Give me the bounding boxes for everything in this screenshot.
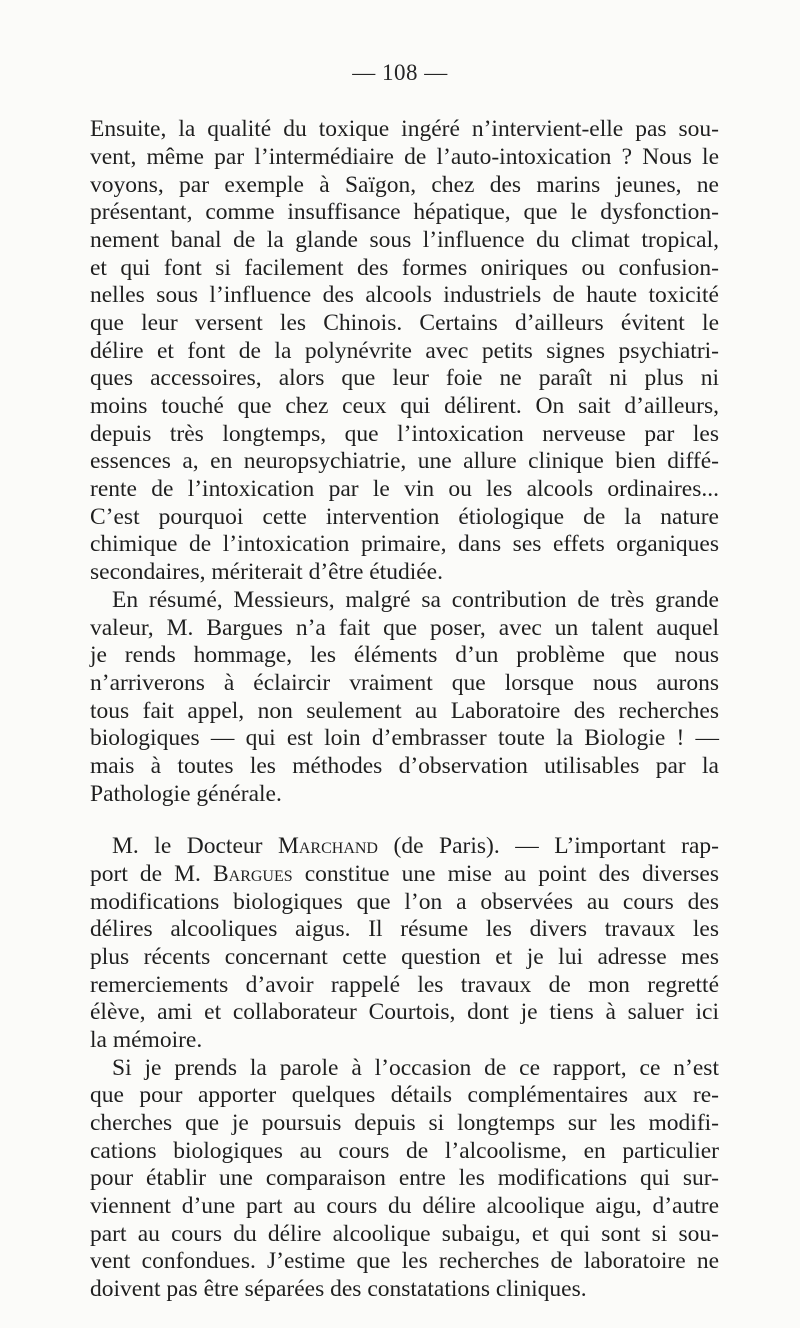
text-line: En résumé, Messieurs, malgré sa contribution de très grande: [112, 587, 719, 613]
text-line: n’arriverons à éclaircir vraiment que lorsque nous aurons: [90, 670, 719, 696]
text-line: biologiques — qui est loin d’embrasser toute la Biologie ! —: [90, 725, 719, 751]
text-line: ques accessoires, alors que leur foie ne paraît ni plus ni: [90, 365, 719, 391]
text-line: valeur, M. Bargues n’a fait que poser, avec un talent auquel: [90, 615, 719, 641]
text-line: présentant, comme insuffisance hépatique, que le dysfonction-: [90, 199, 719, 225]
text-line: nement banal de la glande sous l’influence du climat tropical,: [90, 227, 719, 253]
text-line: [112, 832, 719, 860]
text-line: remerciements d’avoir rappelé les travaux de mon regretté: [90, 972, 719, 998]
text-line: élève, ami et collaborateur Courtois, dont je tiens à saluer ici: [90, 999, 719, 1025]
text-line: moins touché que chez ceux qui délirent. On sait d’ailleurs,: [90, 393, 719, 419]
text-line: vent, même par l’intermédiaire de l’auto-intoxication ? Nous le: [90, 144, 719, 170]
text-line: nelles sous l’influence des alcools industriels de haute toxicité: [90, 282, 719, 308]
text-line: je rends hommage, les éléments d’un problème que nous: [90, 642, 719, 668]
speaker-name: Marchand: [277, 833, 378, 859]
text-line: plus récents concernant cette question et je lui adresse mes: [90, 944, 719, 970]
text-line: modifications biologiques que l’on a observées au cours des: [90, 889, 719, 915]
text-line: vent confondues. J’estime que les recherches de laboratoire ne: [90, 1248, 719, 1274]
text-line: C’est pourquoi cette intervention étiologique de la nature: [90, 504, 719, 530]
text-line: rente de l’intoxication par le vin ou les alcools ordinaires...: [90, 476, 719, 502]
text-line: cations biologiques au cours de l’alcoolisme, en particulier: [90, 1138, 719, 1164]
text-line: Pathologie générale.: [90, 781, 282, 807]
text-line: [90, 860, 719, 888]
text-line: et qui font si facilement des formes oniriques ou confusion-: [90, 255, 719, 281]
text-line: cherches que je poursuis depuis si longtemps sur les modifi-: [90, 1110, 719, 1136]
page-number: — 108 —: [352, 60, 448, 85]
text-line: part au cours du délire alcoolique subaigu, et qui sont si sou-: [90, 1221, 719, 1247]
text-line: depuis très longtemps, que l’intoxication nerveuse par les: [90, 421, 719, 447]
text-line: délire et font de la polynévrite avec petits signes psychiatri-: [90, 338, 719, 364]
text-line: délires alcooliques aigus. Il résume les divers travaux les: [90, 916, 719, 942]
text-span: M. le Docteur: [112, 833, 278, 859]
text-line: mais à toutes les méthodes d’observation utilisables par la: [90, 753, 719, 779]
text-span: (de Paris). — L’important rap-: [377, 833, 719, 859]
text-line: doivent pas être séparées des constatations cliniques.: [90, 1276, 587, 1302]
text-line: chimique de l’intoxication primaire, dans ses effets organiques: [90, 531, 719, 557]
text-line: pour établir une comparaison entre les modifications qui sur-: [90, 1165, 719, 1191]
text-span: port de M.: [90, 861, 213, 887]
text-line: essences a, en neuropsychiatrie, une allure clinique bien diffé-: [90, 448, 719, 474]
text-span: constitue une mise au point des diverses: [292, 861, 719, 887]
text-line: voyons, par exemple à Saïgon, chez des marins jeunes, ne: [90, 172, 719, 198]
text-line: Si je prends la parole à l’occasion de ce rapport, ce n’est: [112, 1055, 719, 1081]
text-line: que leur versent les Chinois. Certains d’ailleurs évitent le: [90, 310, 719, 336]
text-line: Ensuite, la qualité du toxique ingéré n’intervient-elle pas sou-: [90, 116, 719, 142]
author-name: Bargues: [212, 861, 293, 887]
text-line: viennent d’une part au cours du délire alcoolique aigu, d’autre: [90, 1193, 719, 1219]
text-line: que pour apporter quelques détails complémentaires aux re-: [90, 1082, 719, 1108]
text-line: secondaires, mériterait d’être étudiée.: [90, 559, 443, 585]
text-line: la mémoire.: [90, 1027, 203, 1053]
text-line: tous fait appel, non seulement au Laboratoire des recherches: [90, 698, 719, 724]
